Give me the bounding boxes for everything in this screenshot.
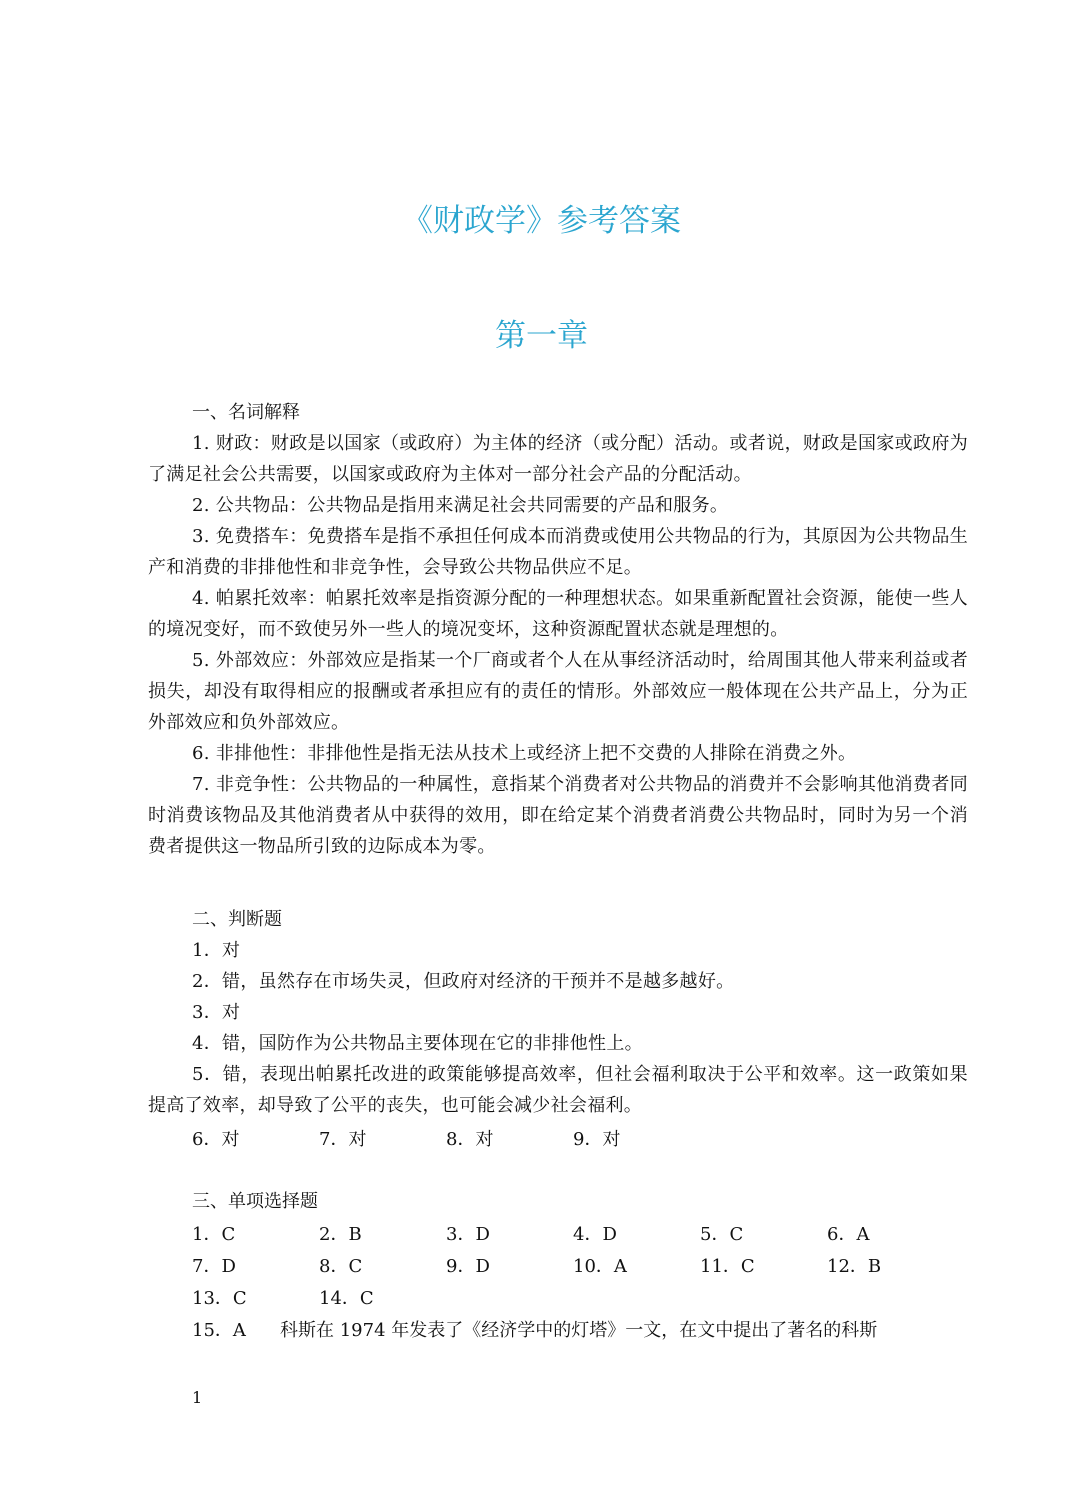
answer-item: 3．D [446,1224,490,1245]
answer-item: 1．C [192,1224,236,1245]
answer-item: 7．D [192,1256,236,1277]
page-number: 1 [192,1388,203,1407]
answer-item: 9．D [446,1256,490,1277]
answer-item: 6．对 [192,1129,240,1150]
judgement-list [148,935,968,1121]
terms-list [148,428,968,862]
answer-item: 14．C [319,1288,374,1309]
answer-item: 13．C [192,1288,247,1309]
answer-item: 8．C [319,1256,363,1277]
answer-item: 11．C [700,1256,755,1277]
document-title: 《财政学》参考答案 [402,203,681,239]
judgement-item: 5．错，表现出帕累托改进的政策能够提高效率，但社会福利取决于公平和效率。这一政策如果提高了效率，却导致了公平的丧失，也可能会减少社会福利。 [148,1064,968,1116]
section-heading-judgement: 二、判断题 [192,909,282,930]
answer-item: 2．B [319,1224,362,1245]
answer-item: 12．B [827,1256,882,1277]
term-item: 3. 免费搭车：免费搭车是指不承担任何成本而消费或使用公共物品的行为，其原因为公共物品生产和消费的非排他性和非竞争性，会导致公共物品供应不足。 [148,526,968,578]
term-item: 4. 帕累托效率：帕累托效率是指资源分配的一种理想状态。如果重新配置社会资源，能使一些人的境况变好，而不致使另外一些人的境况变坏，这种资源配置状态就是理想的。 [148,588,968,640]
term-item: 6. 非排他性：非排他性是指无法从技术上或经济上把不交费的人排除在消费之外。 [192,743,857,764]
term-item: 5. 外部效应：外部效应是指某一个厂商或者个人在从事经济活动时，给周围其他人带来利益或者损失，却没有取得相应的报酬或者承担应有的责任的情形。外部效应一般体现在公共产品上，分为正外部效应和负外部效应。 [148,650,968,733]
section-heading-terms: 一、名词解释 [192,402,300,423]
chapter-heading: 第一章 [495,318,588,354]
answer-item: 7．对 [319,1129,367,1150]
term-item: 7. 非竞争性：公共物品的一种属性，意指某个消费者对公共物品的消费并不会影响其他消费者同时消费该物品及其他消费者从中获得的效用，即在给定某个消费者消费公共物品时，同时为另一个消费者提供这一物品所引致的边际成本为零。 [148,774,968,857]
answer-item: 5．C [700,1224,744,1245]
choice-row [192,1283,374,1314]
answer-explanation: 科斯在 1974 年发表了《经济学中的灯塔》一文，在文中提出了著名的科斯 [280,1320,878,1341]
choice-item-15 [192,1315,877,1346]
answer-item: 4．D [573,1224,617,1245]
term-item: 2. 公共物品：公共物品是指用来满足社会共同需要的产品和服务。 [192,495,729,516]
judgement-item: 2．错，虽然存在市场失灵，但政府对经济的干预并不是越多越好。 [192,971,735,992]
judgement-item: 3．对 [192,1002,241,1023]
term-item: 1. 财政：财政是以国家（或政府）为主体的经济（或分配）活动。或者说，财政是国家或政府为了满足社会公共需要，以国家或政府为主体对一部分社会产品的分配活动。 [148,433,968,485]
answer-item: 9．对 [573,1129,621,1150]
judgement-item: 4．错，国防作为公共物品主要体现在它的非排他性上。 [192,1033,643,1054]
choice-row [192,1219,869,1250]
section-heading-choice: 三、单项选择题 [192,1191,318,1212]
judgement-row [192,1124,620,1155]
answer-item: 6．A [827,1224,870,1245]
answer-item: 10．A [573,1256,627,1277]
choice-row [192,1251,881,1282]
answer-label: 15．A [192,1320,246,1341]
judgement-item: 1．对 [192,940,241,961]
answer-item: 8．对 [446,1129,494,1150]
